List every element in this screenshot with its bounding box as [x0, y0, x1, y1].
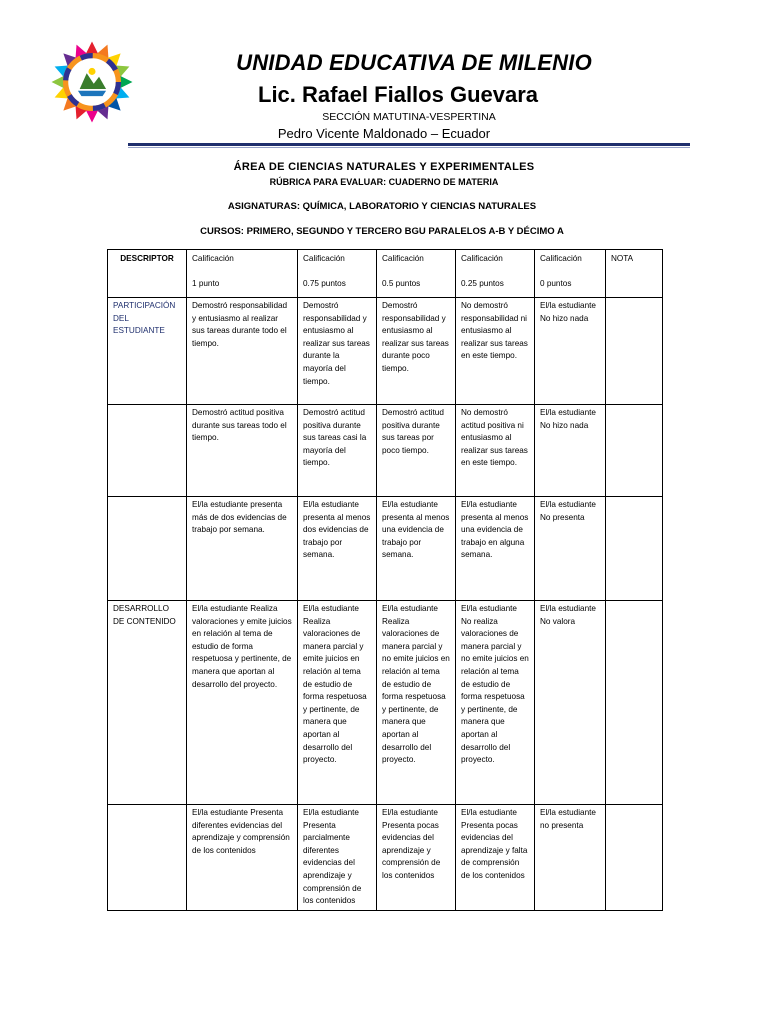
score-0-cell: El/la estudiante No valora: [535, 601, 606, 805]
descriptor-cell: [108, 805, 187, 911]
header-score-025: Calificación 0.25 puntos: [456, 250, 535, 298]
table-row: [108, 405, 663, 497]
header-score-1: Calificación 1 punto: [187, 250, 298, 298]
school-name: Lic. Rafael Fiallos Guevara: [258, 82, 539, 107]
score-025-cell: El/la estudiante Presenta pocas evidencias del aprendizaje y falta de comprensión de los contenidos: [456, 805, 535, 911]
score-075-cell: El/la estudiante presenta al menos dos evidencias de trabajo por semana.: [298, 497, 377, 601]
score-05-cell: El/la estudiante presenta al menos una evidencia de trabajo por semana.: [377, 497, 456, 601]
score-05-cell: Demostró responsabilidad y entusiasmo al realizar sus tareas durante poco tiempo.: [377, 298, 456, 405]
score-025-cell: El/la estudiante No realiza valoraciones de manera parcial y no emite juicios en relación al tema de estudio de forma respetuosa y pertinente, de manera que aportan al desarrollo del proyecto.: [456, 601, 535, 805]
score-025-cell: No demostró responsabilidad ni entusiasmo al realizar sus tareas en este tiempo.: [456, 298, 535, 405]
nota-cell: [606, 601, 663, 805]
table-header-row: [108, 250, 663, 298]
score-075-cell: Demostró actitud positiva durante sus tareas casi la mayoría del tiempo.: [298, 405, 377, 497]
score-0-cell: El/la estudiante No hizo nada: [535, 405, 606, 497]
header-score-05: Calificación 0.5 puntos: [377, 250, 456, 298]
score-05-cell: Demostró actitud positiva durante sus tareas por poco tiempo.: [377, 405, 456, 497]
score-025-cell: El/la estudiante presenta al menos una evidencia de trabajo en alguna semana.: [456, 497, 535, 601]
score-025-cell: No demostró actitud positiva ni entusiasmo al realizar sus tareas en este tiempo.: [456, 405, 535, 497]
score-0-cell: El/la estudiante No hizo nada: [535, 298, 606, 405]
score-075-cell: Demostró responsabilidad y entusiasmo al realizar sus tareas durante la mayoría del tiempo.: [298, 298, 377, 405]
header-nota: NOTA: [606, 250, 663, 298]
score-1-cell: Demostró actitud positiva durante sus tareas todo el tiempo.: [187, 405, 298, 497]
subjects-line: ASIGNATURAS: QUÍMICA, LABORATORIO Y CIENCIAS NATURALES: [227, 201, 537, 212]
score-05-cell: El/la estudiante Presenta pocas evidencias del aprendizaje y comprensión de los contenidos: [377, 805, 456, 911]
score-1-cell: El/la estudiante Presenta diferentes evidencias del aprendizaje y comprensión de los contenidos: [187, 805, 298, 911]
table-row: [108, 601, 663, 805]
score-075-cell: El/la estudiante Realiza valoraciones de manera parcial y emite juicios en relación al tema de estudio de forma respetuosa y pertinente, de manera que aportan al desarrollo del proyecto.: [298, 601, 377, 805]
score-05-cell: El/la estudiante Realiza valoraciones de manera parcial y no emite juicios en relación al tema de estudio de forma respetuosa y pertinente, de manera que aportan al desarrollo del proyecto.: [377, 601, 456, 805]
nota-cell: [606, 405, 663, 497]
table-row: [108, 497, 663, 601]
header-score-0: Calificación 0 puntos: [535, 250, 606, 298]
school-title: UNIDAD EDUCATIVA DE MILENIO: [236, 50, 592, 75]
score-0-cell: El/la estudiante No presenta: [535, 497, 606, 601]
header-score-075: Calificación 0.75 puntos: [298, 250, 377, 298]
table-row: [108, 298, 663, 405]
nota-cell: [606, 298, 663, 405]
header-descriptor: DESCRIPTOR: [108, 250, 187, 298]
descriptor-cell: [108, 405, 187, 497]
descriptor-cell: PARTICIPACIÓN DEL ESTUDIANTE: [108, 298, 187, 405]
school-location: Pedro Vicente Maldonado – Ecuador: [277, 126, 491, 141]
area-title: ÁREA DE CIENCIAS NATURALES Y EXPERIMENTALES: [233, 161, 535, 173]
score-1-cell: Demostró responsabilidad y entusiasmo al realizar sus tareas durante todo el tiempo.: [187, 298, 298, 405]
table-row: [108, 805, 663, 911]
score-075-cell: El/la estudiante Presenta parcialmente diferentes evidencias del aprendizaje y comprensión de los contenidos: [298, 805, 377, 911]
score-1-cell: El/la estudiante presenta más de dos evidencias de trabajo por semana.: [187, 497, 298, 601]
score-0-cell: El/la estudiante no presenta: [535, 805, 606, 911]
rubric-title: RÚBRICA PARA EVALUAR: CUADERNO DE MATERIA: [269, 177, 499, 187]
header-divider: [128, 143, 690, 146]
nota-cell: [606, 805, 663, 911]
descriptor-cell: [108, 497, 187, 601]
rubric-table: [107, 249, 663, 911]
nota-cell: [606, 497, 663, 601]
header-divider-shadow: [128, 147, 690, 148]
descriptor-cell: DESARROLLO DE CONTENIDO: [108, 601, 187, 805]
score-1-cell: El/la estudiante Realiza valoraciones y emite juicios en relación al tema de estudio de forma respetuosa y pertinente, de manera que aportan al desarrollo del proyecto.: [187, 601, 298, 805]
courses-line: CURSOS: PRIMERO, SEGUNDO Y TERCERO BGU PARALELOS A-B Y DÉCIMO A: [200, 226, 564, 237]
school-section: SECCIÓN MATUTINA-VESPERTINA: [322, 111, 496, 123]
